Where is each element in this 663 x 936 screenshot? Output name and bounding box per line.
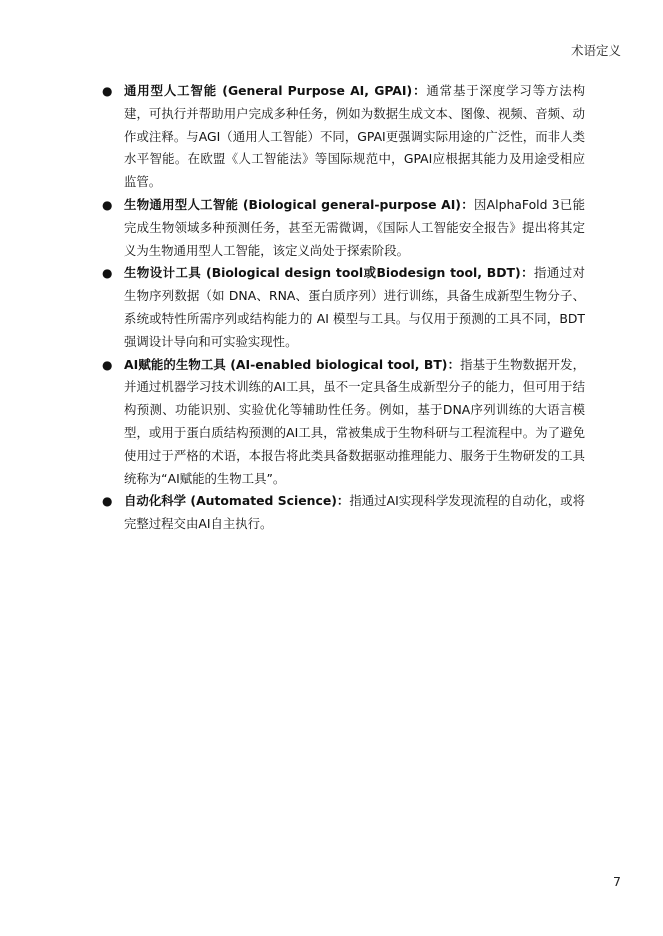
term-item-bio-gpai <box>102 194 585 262</box>
bullet-icon: ● <box>102 494 113 509</box>
term-item-gpai <box>102 80 585 194</box>
term-name: 通用型人工智能 (General Purpose AI, GPAI)： <box>124 83 427 98</box>
term-name: 自动化科学 (Automated Science)： <box>124 493 350 509</box>
page-number: 7 <box>613 874 621 889</box>
term-name: 生物通用型人工智能 (Biological general-purpose AI)： <box>124 196 474 212</box>
term-name: 生物设计工具 (Biological design tool或Biodesign tool, BDT)： <box>124 265 534 281</box>
bullet-icon: ● <box>102 357 113 372</box>
term-item-automated-science <box>102 490 585 536</box>
bullet-icon: ● <box>102 197 113 212</box>
term-item-bt <box>102 354 585 491</box>
term-definition: 通常基于深度学习等方法构建，可执行并帮助用户完成多种任务，例如为数据生成文本、图像、视频、音频、动作或注释。与AGI（通用人工智能）不同，GPAI更强调实际用途的广泛性，而非人类水平智能。在欧盟《人工智能法》等国际规范中，GPAI应根据其能力及用途受相应监管。 <box>124 83 586 190</box>
bullet-icon: ● <box>102 84 113 98</box>
running-header: 术语定义 <box>570 43 621 58</box>
term-definition: 指通过AI实现科学发现流程的自动化，或将完整过程交由AI自主执行。 <box>124 493 585 532</box>
term-name: AI赋能的生物工具 (AI-enabled biological tool, BT)： <box>124 356 461 372</box>
term-definition: 指通过对生物序列数据（如 DNA、RNA、蛋白质序列）进行训练，具备生成新型生物分子、系统或特性所需序列或结构能力的 AI 模型与工具。与仅用于预测的工具不同，BDT强调设计导向和可实验实现性。 <box>124 265 585 349</box>
term-definition: 指基于生物数据开发，并通过机器学习技术训练的AI工具，虽不一定具备生成新型分子的能力，但可用于结构预测、功能识别、实验优化等辅助性任务。例如，基于DNA序列训练的大语言模型，或用于蛋白质结构预测的AI工具，常被集成于生物科研与工程流程中。为了避免使用过于严格的术语，本报告将此类具备数据驱动推理能力、服务于生物研发的工具统称为“AI赋能的生物工具”。 <box>124 356 586 486</box>
bullet-icon: ● <box>102 266 113 281</box>
term-definition: 因AlphaFold 3已能完成生物领域多种预测任务，甚至无需微调，《国际人工智能安全报告》提出将其定义为生物通用型人工智能，该定义尚处于探索阶段。 <box>124 196 585 258</box>
term-item-bdt <box>102 262 585 353</box>
term-definition-list <box>102 80 585 536</box>
